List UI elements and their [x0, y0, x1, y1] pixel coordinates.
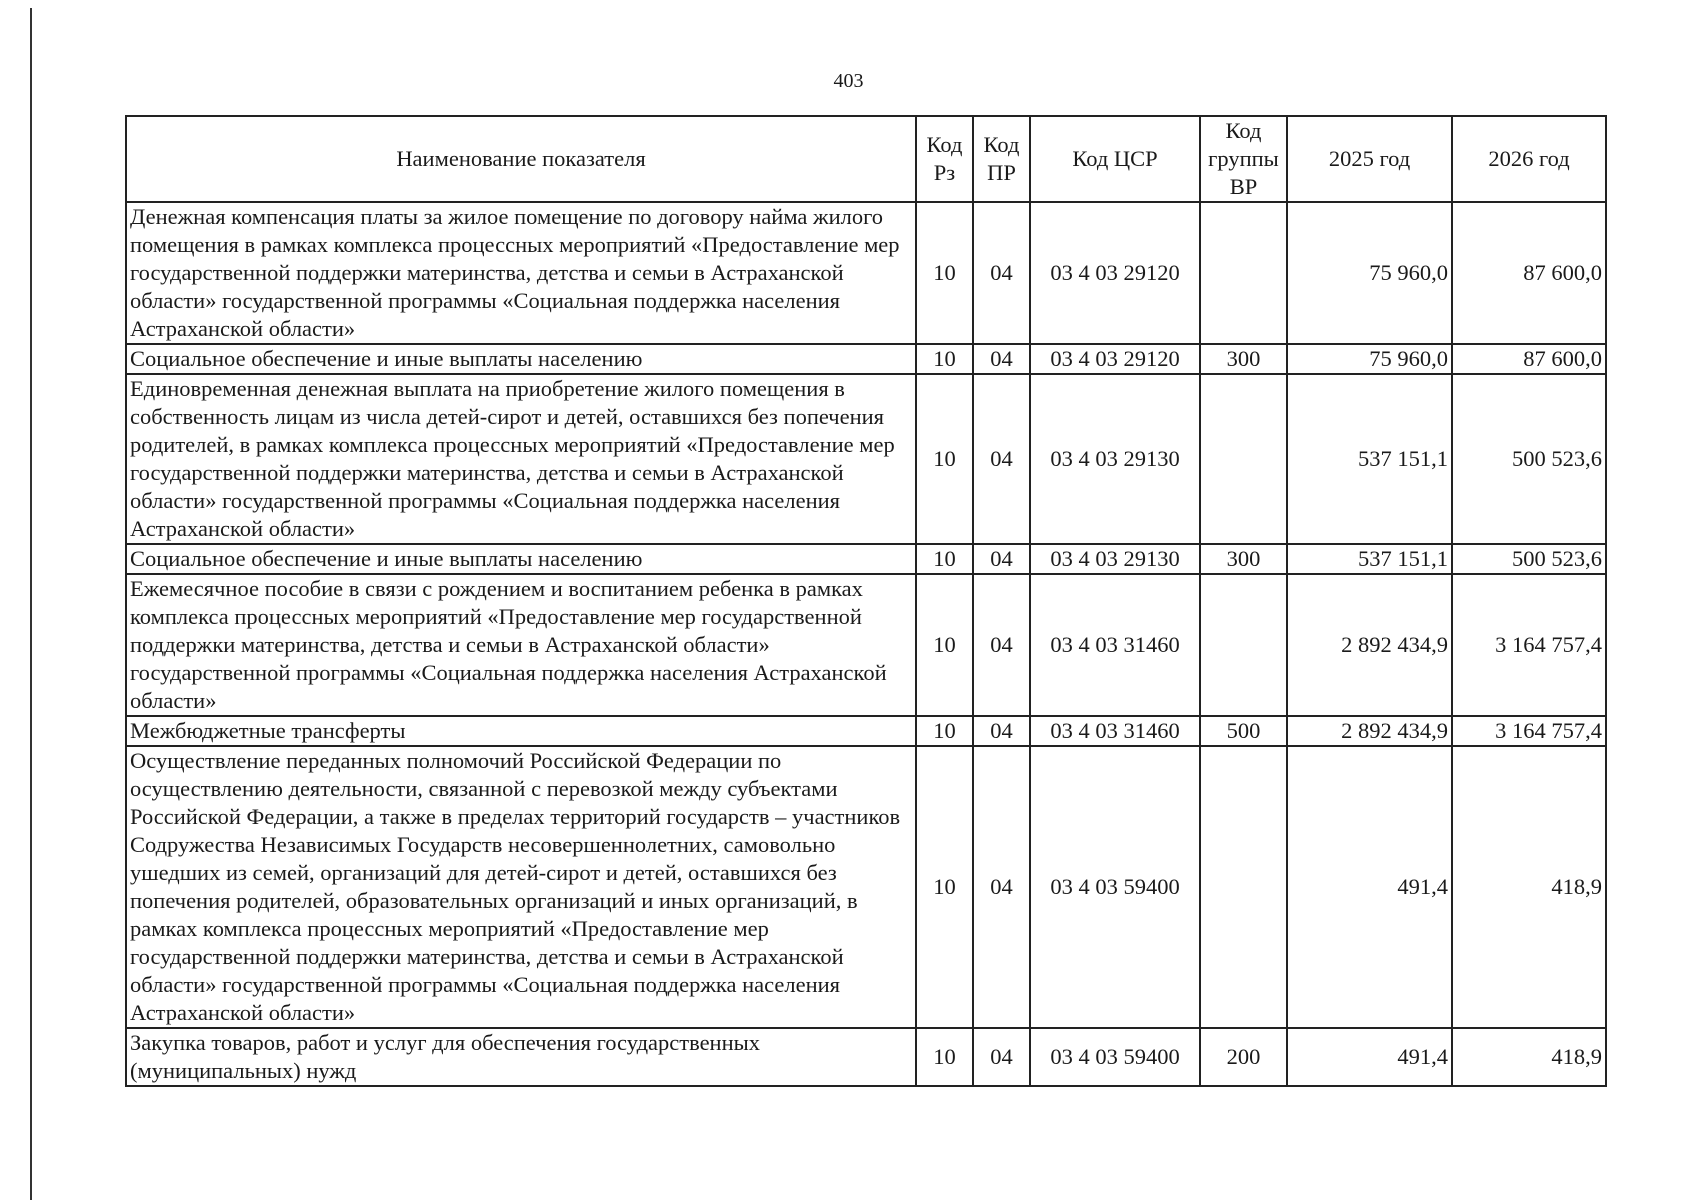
cell-csr: 03 4 03 29120 — [1030, 202, 1200, 344]
cell-2026: 500 523,6 — [1452, 374, 1606, 544]
table-row — [126, 746, 1606, 1028]
cell-2025: 75 960,0 — [1287, 202, 1452, 344]
cell-vr — [1200, 374, 1287, 544]
header-2026: 2026 год — [1452, 116, 1606, 202]
cell-2025: 75 960,0 — [1287, 344, 1452, 374]
cell-vr: 300 — [1200, 344, 1287, 374]
cell-csr: 03 4 03 29130 — [1030, 544, 1200, 574]
cell-2026: 500 523,6 — [1452, 544, 1606, 574]
cell-name: Социальное обеспечение и иные выплаты населению — [126, 344, 916, 374]
cell-2026: 87 600,0 — [1452, 202, 1606, 344]
cell-rz: 10 — [916, 344, 973, 374]
cell-name: Закупка товаров, работ и услуг для обеспечения государственных (муниципальных) нужд — [126, 1028, 916, 1086]
table-row — [126, 202, 1606, 344]
cell-2025: 537 151,1 — [1287, 544, 1452, 574]
cell-2025: 537 151,1 — [1287, 374, 1452, 544]
cell-2026: 418,9 — [1452, 746, 1606, 1028]
cell-2026: 3 164 757,4 — [1452, 574, 1606, 716]
cell-rz: 10 — [916, 574, 973, 716]
cell-vr: 500 — [1200, 716, 1287, 746]
cell-rz: 10 — [916, 374, 973, 544]
table-row — [126, 374, 1606, 544]
cell-pr: 04 — [973, 574, 1030, 716]
table-header-row — [126, 116, 1606, 202]
budget-table — [125, 115, 1607, 1087]
cell-rz: 10 — [916, 1028, 973, 1086]
cell-2025: 491,4 — [1287, 1028, 1452, 1086]
cell-vr — [1200, 202, 1287, 344]
table-row — [126, 1028, 1606, 1086]
cell-rz: 10 — [916, 716, 973, 746]
cell-2026: 3 164 757,4 — [1452, 716, 1606, 746]
cell-pr: 04 — [973, 202, 1030, 344]
scan-edge-line — [30, 8, 32, 1200]
header-2025: 2025 год — [1287, 116, 1452, 202]
cell-rz: 10 — [916, 544, 973, 574]
table-row — [126, 544, 1606, 574]
cell-rz: 10 — [916, 202, 973, 344]
cell-name: Социальное обеспечение и иные выплаты населению — [126, 544, 916, 574]
header-pr: Код ПР — [973, 116, 1030, 202]
cell-2025: 2 892 434,9 — [1287, 574, 1452, 716]
cell-pr: 04 — [973, 746, 1030, 1028]
cell-pr: 04 — [973, 1028, 1030, 1086]
cell-csr: 03 4 03 29120 — [1030, 344, 1200, 374]
cell-pr: 04 — [973, 374, 1030, 544]
cell-name: Единовременная денежная выплата на приобретение жилого помещения в собственность лицам из числа детей-сирот и детей, оставшихся без попечения родителей, в рамках комплекса процессных мероприятий «Предоставление мер государственной поддержки материнства, детства и семьи в Астраханской области» государственной программы «Социальная поддержка населения Астраханской области» — [126, 374, 916, 544]
cell-vr — [1200, 574, 1287, 716]
header-name: Наименование показателя — [126, 116, 916, 202]
cell-pr: 04 — [973, 716, 1030, 746]
cell-2026: 87 600,0 — [1452, 344, 1606, 374]
cell-name: Межбюджетные трансферты — [126, 716, 916, 746]
header-csr: Код ЦСР — [1030, 116, 1200, 202]
cell-pr: 04 — [973, 544, 1030, 574]
cell-csr: 03 4 03 29130 — [1030, 374, 1200, 544]
table-row — [126, 344, 1606, 374]
cell-vr — [1200, 746, 1287, 1028]
cell-2025: 2 892 434,9 — [1287, 716, 1452, 746]
table-row — [126, 716, 1606, 746]
cell-csr: 03 4 03 59400 — [1030, 746, 1200, 1028]
cell-name: Ежемесячное пособие в связи с рождением и воспитанием ребенка в рамках комплекса процессных мероприятий «Предоставление мер государственной поддержки материнства, детства и семьи в Астраханской области» государственной программы «Социальная поддержка населения Астраханской области» — [126, 574, 916, 716]
cell-vr: 300 — [1200, 544, 1287, 574]
table-row — [126, 574, 1606, 716]
cell-vr: 200 — [1200, 1028, 1287, 1086]
cell-name: Осуществление переданных полномочий Российской Федерации по осуществлению деятельности, связанной с перевозкой между субъектами Российской Федерации, а также в пределах территорий государств – участников Содружества Независимых Государств несовершеннолетних, самовольно ушедших из семей, организаций для детей-сирот и детей, оставшихся без попечения родителей, образовательных организаций и иных организаций, в рамках комплекса процессных мероприятий «Предоставление мер государственной поддержки материнства, детства и семьи в Астраханской области» государственной программы «Социальная поддержка населения Астраханской области» — [126, 746, 916, 1028]
cell-rz: 10 — [916, 746, 973, 1028]
header-rz: Код Рз — [916, 116, 973, 202]
cell-pr: 04 — [973, 344, 1030, 374]
cell-csr: 03 4 03 31460 — [1030, 716, 1200, 746]
cell-2025: 491,4 — [1287, 746, 1452, 1028]
cell-2026: 418,9 — [1452, 1028, 1606, 1086]
cell-csr: 03 4 03 31460 — [1030, 574, 1200, 716]
cell-csr: 03 4 03 59400 — [1030, 1028, 1200, 1086]
header-vr: Код группы ВР — [1200, 116, 1287, 202]
page-number: 403 — [833, 70, 864, 92]
cell-name: Денежная компенсация платы за жилое помещение по договору найма жилого помещения в рамках комплекса процессных мероприятий «Предоставление мер государственной поддержки материнства, детства и семьи в Астраханской области» государственной программы «Социальная поддержка населения Астраханской области» — [126, 202, 916, 344]
